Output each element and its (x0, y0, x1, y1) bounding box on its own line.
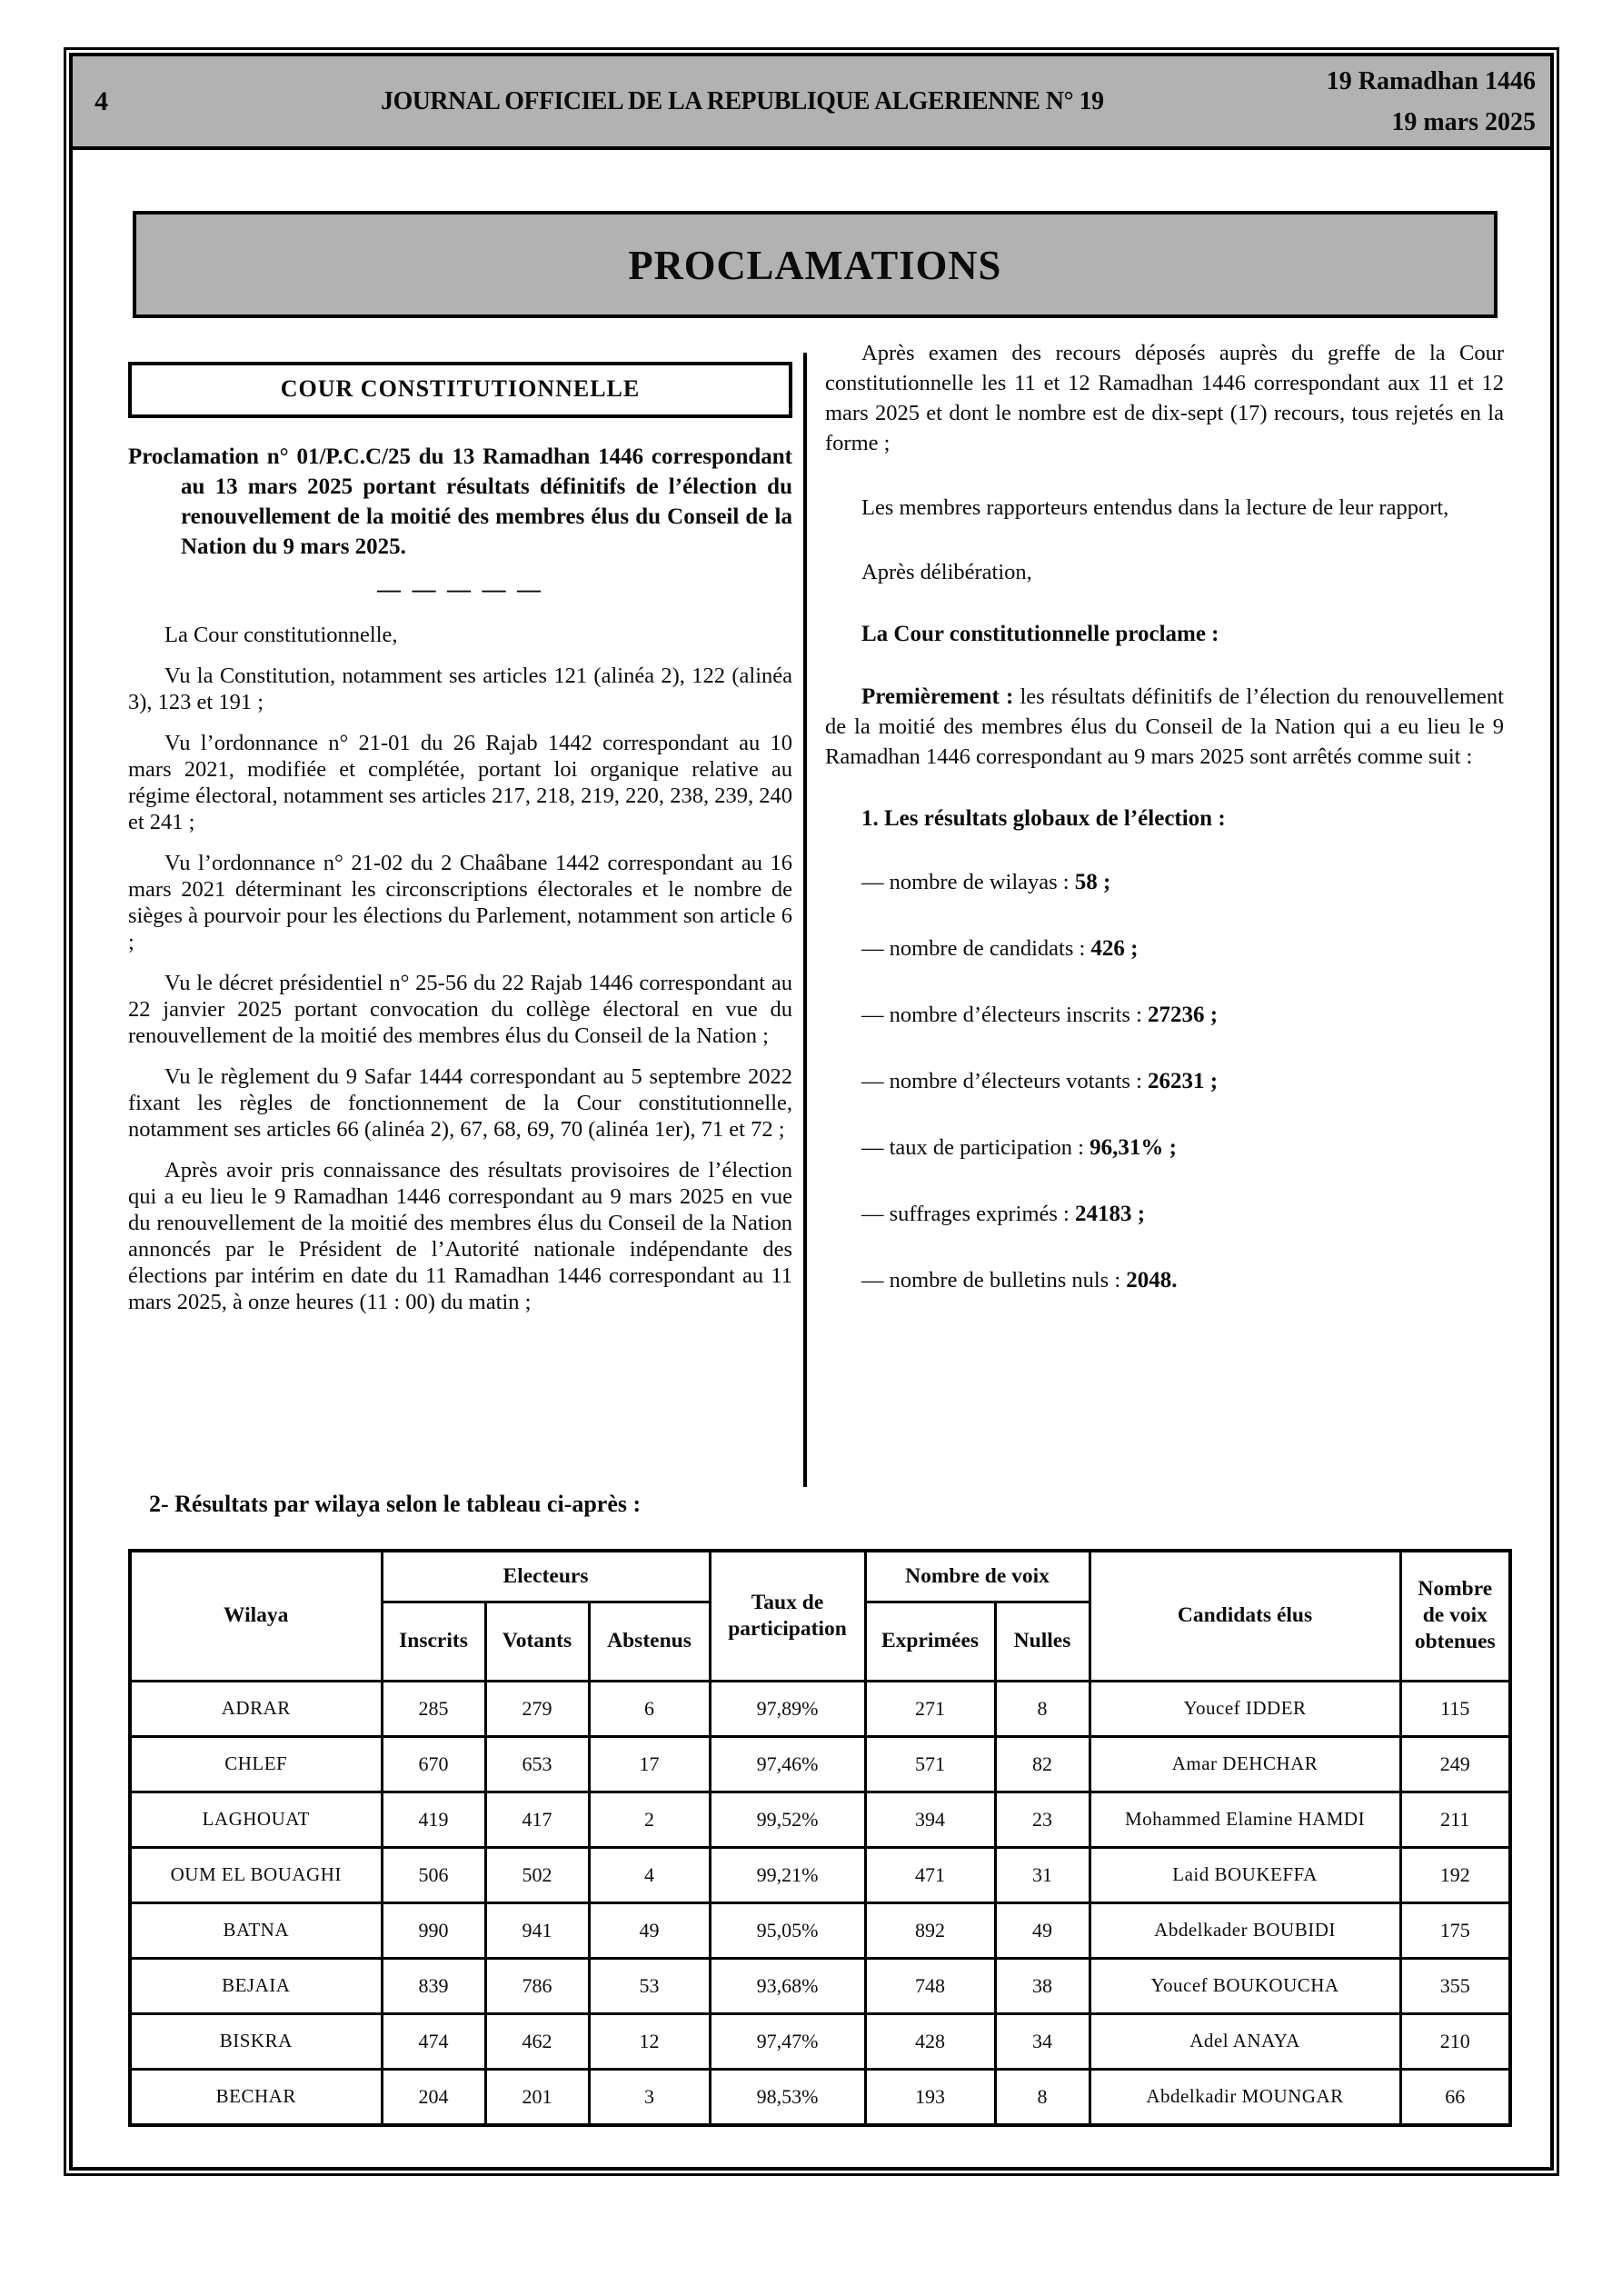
cell-exprimees: 193 (865, 2069, 995, 2125)
cell-candidat: Abdelkadir MOUNGAR (1090, 2069, 1400, 2125)
cell-abstenus: 49 (589, 1902, 710, 1958)
premierement-label: Premièrement : (861, 684, 1014, 709)
proclamations-banner (133, 211, 1498, 318)
cell-abstenus: 12 (589, 2013, 710, 2069)
cell-nulles: 82 (995, 1736, 1090, 1792)
col-header-taux: Taux de participation (710, 1551, 865, 1681)
col-header-candidats: Candidats élus (1090, 1551, 1400, 1681)
global-result-item: — nombre de bulletins nuls : 2048. (861, 1268, 1178, 1293)
cell-inscrits: 670 (382, 1736, 485, 1792)
banner-title: PROCLAMATIONS (628, 241, 1002, 288)
cell-inscrits: 839 (382, 1958, 485, 2013)
left-paragraph: La Cour constitutionnelle, (164, 623, 398, 647)
table-row (130, 1681, 1510, 1736)
cell-votants: 201 (485, 2069, 589, 2125)
cell-votants: 653 (485, 1736, 589, 1792)
cell-votants: 279 (485, 1681, 589, 1736)
masthead-bar (73, 56, 1550, 150)
cell-exprimees: 748 (865, 1958, 995, 2013)
left-column (128, 362, 792, 1330)
cell-taux: 93,68% (710, 1958, 865, 2013)
cell-taux: 95,05% (710, 1902, 865, 1958)
cell-votants: 462 (485, 2013, 589, 2069)
left-paragraph: Vu le décret présidentiel n° 25-56 du 22 Rajab 1446 correspondant au 22 janvier 2025 portant convocation du collège électoral en vue du renouvellement de la moitié des membres élus du Conseil de la Nation ; (128, 971, 792, 1048)
cell-votants: 502 (485, 1847, 589, 1902)
column-divider-rule (803, 353, 807, 1487)
cell-wilaya: BEJAIA (130, 1958, 382, 2013)
global-result-value: 58 ; (1074, 870, 1111, 894)
cell-voix-obtenues: 192 (1400, 1847, 1510, 1902)
cell-wilaya: BATNA (130, 1902, 382, 1958)
cell-abstenus: 3 (589, 2069, 710, 2125)
global-result-value: 2048. (1126, 1268, 1178, 1293)
cell-nulles: 23 (995, 1792, 1090, 1847)
cell-nulles: 38 (995, 1958, 1090, 2013)
issue-dates (1327, 61, 1536, 143)
cell-exprimees: 892 (865, 1902, 995, 1958)
cell-exprimees: 428 (865, 2013, 995, 2069)
table-row (130, 2069, 1510, 2125)
cell-voix-obtenues: 66 (1400, 2069, 1510, 2125)
proclamation-title: Proclamation n° 01/P.C.C/25 du 13 Ramadhan 1446 correspondant au 13 mars 2025 portant résultats définitifs de l’élection du renouvellement de la moitié des membres élus du Conseil de la Nation du 9 mars 2025. (128, 444, 792, 559)
cell-voix-obtenues: 115 (1400, 1681, 1510, 1736)
col-header-wilaya: Wilaya (130, 1551, 382, 1681)
global-result-value: 24183 ; (1074, 1202, 1146, 1226)
cell-inscrits: 474 (382, 2013, 485, 2069)
global-results-list (825, 870, 1504, 1293)
cell-inscrits: 419 (382, 1792, 485, 1847)
cell-inscrits: 285 (382, 1681, 485, 1736)
premierement-paragraph (825, 682, 1504, 772)
cell-wilaya: OUM EL BOUAGHI (130, 1847, 382, 1902)
cell-inscrits: 506 (382, 1847, 485, 1902)
table-row (130, 1736, 1510, 1792)
cell-abstenus: 2 (589, 1792, 710, 1847)
cell-abstenus: 17 (589, 1736, 710, 1792)
cell-nulles: 31 (995, 1847, 1090, 1902)
cell-taux: 97,89% (710, 1681, 865, 1736)
cell-voix-obtenues: 355 (1400, 1958, 1510, 2013)
cell-nulles: 34 (995, 2013, 1090, 2069)
section2-title: 2- Résultats par wilaya selon le tableau ci-après : (149, 1491, 642, 1517)
cell-wilaya: ADRAR (130, 1681, 382, 1736)
proclame-line: La Cour constitutionnelle proclame : (861, 622, 1219, 646)
left-paragraphs (128, 622, 792, 1315)
global-result-value: 426 ; (1090, 936, 1139, 961)
global-result-item: — suffrages exprimés : 24183 ; (861, 1202, 1146, 1226)
institution-box: COUR CONSTITUTIONNELLE (128, 362, 792, 418)
cell-wilaya: BECHAR (130, 2069, 382, 2125)
global-result-item: — nombre d’électeurs inscrits : 27236 ; (861, 1003, 1219, 1027)
left-paragraph: Après avoir pris connaissance des résultats provisoires de l’élection qui a eu lieu le 9 Ramadhan 1446 correspondant au 9 mars 2025 en vue du renouvellement de la moitié des membres élus du Conseil de la Nation annoncés par le Président de l’Autorité nationale indépendante des élections par intérim en date du 11 Ramadhan 1446 correspondant au 11 mars 2025, à onze heures (11 : 00) du matin ; (128, 1158, 792, 1314)
premierement-text: les résultats définitifs de l’élection du renouvellement de la moitié des membres élus du Conseil de la Nation qui a eu lieu le 9 Ramadhan 1446 correspondant au 9 mars 2025 sont arrêtés comme suit : (825, 684, 1504, 769)
left-paragraph: Vu le règlement du 9 Safar 1444 correspondant au 5 septembre 2022 fixant les règles de fonctionnement de la Cour constitutionnelle, notamment ses articles 66 (alinéa 2), 67, 68, 69, 70 (alinéa 1er), 71 et 72 ; (128, 1064, 792, 1142)
cell-voix-obtenues: 211 (1400, 1792, 1510, 1847)
col-header-voix-obtenues: Nombre de voix obtenues (1400, 1551, 1510, 1681)
cell-taux: 97,46% (710, 1736, 865, 1792)
right-column (825, 338, 1504, 1334)
col-group-electeurs: Electeurs (382, 1551, 710, 1602)
table-row (130, 1847, 1510, 1902)
right-paragraph: Les membres rapporteurs entendus dans la lecture de leur rapport, (861, 495, 1449, 520)
cell-abstenus: 53 (589, 1958, 710, 2013)
cell-voix-obtenues: 249 (1400, 1736, 1510, 1792)
global-result-item: — nombre d’électeurs votants : 26231 ; (861, 1069, 1219, 1093)
cell-candidat: Laid BOUKEFFA (1090, 1847, 1400, 1902)
col-header-nulles: Nulles (995, 1602, 1090, 1681)
col-header-votants: Votants (485, 1602, 589, 1681)
cell-votants: 786 (485, 1958, 589, 2013)
dash-separator: — — — — — (377, 576, 543, 603)
cell-inscrits: 990 (382, 1902, 485, 1958)
cell-wilaya: CHLEF (130, 1736, 382, 1792)
cell-voix-obtenues: 175 (1400, 1902, 1510, 1958)
cell-candidat: Mohammed Elamine HAMDI (1090, 1792, 1400, 1847)
table-row (130, 1958, 1510, 2013)
cell-taux: 98,53% (710, 2069, 865, 2125)
cell-exprimees: 271 (865, 1681, 995, 1736)
col-header-inscrits: Inscrits (382, 1602, 485, 1681)
cell-nulles: 8 (995, 2069, 1090, 2125)
cell-inscrits: 204 (382, 2069, 485, 2125)
col-header-exprimees: Exprimées (865, 1602, 995, 1681)
cell-exprimees: 571 (865, 1736, 995, 1792)
cell-candidat: Youcef IDDER (1090, 1681, 1400, 1736)
right-paragraph: Après examen des recours déposés auprès du greffe de la Cour constitutionnelle les 11 et 12 Ramadhan 1446 correspondant aux 11 et 12 mars 2025 et dont le nombre est de dix-sept (17) recours, tous rejetés en la forme ; (825, 341, 1504, 455)
right-paragraph: Après délibération, (861, 560, 1032, 584)
cell-nulles: 8 (995, 1681, 1090, 1736)
cell-wilaya: BISKRA (130, 2013, 382, 2069)
section1-title: 1. Les résultats globaux de l’élection : (861, 806, 1226, 831)
global-result-item: — taux de participation : 96,31% ; (861, 1135, 1177, 1160)
global-result-item: — nombre de candidats : 426 ; (861, 936, 1139, 961)
table-row (130, 1792, 1510, 1847)
cell-abstenus: 6 (589, 1681, 710, 1736)
results-table (128, 1549, 1512, 2127)
global-result-value: 26231 ; (1148, 1069, 1219, 1093)
global-result-item: — nombre de wilayas : 58 ; (861, 870, 1111, 894)
left-paragraph: Vu l’ordonnance n° 21-01 du 26 Rajab 1442 correspondant au 10 mars 2021, modifiée et complétée, portant loi organique relative au régime électoral, notamment ses articles 217, 218, 219, 220, 238, 239, 240 et 241 ; (128, 731, 792, 834)
global-result-value: 96,31% ; (1090, 1135, 1177, 1160)
cell-taux: 97,47% (710, 2013, 865, 2069)
date-gregorian: 19 mars 2025 (1391, 107, 1536, 136)
cell-exprimees: 471 (865, 1847, 995, 1902)
cell-voix-obtenues: 210 (1400, 2013, 1510, 2069)
cell-nulles: 49 (995, 1902, 1090, 1958)
left-paragraph: Vu l’ordonnance n° 21-02 du 2 Chaâbane 1442 correspondant au 16 mars 2021 déterminant les circonscriptions électorales et le nombre de sièges à pourvoir pour les élections du Parlement, notamment son article 6 ; (128, 851, 792, 954)
cell-exprimees: 394 (865, 1792, 995, 1847)
page-number: 4 (95, 85, 108, 116)
cell-taux: 99,21% (710, 1847, 865, 1902)
cell-candidat: Amar DEHCHAR (1090, 1736, 1400, 1792)
cell-wilaya: LAGHOUAT (130, 1792, 382, 1847)
left-paragraph: Vu la Constitution, notamment ses articles 121 (alinéa 2), 122 (alinéa 3), 123 et 191 ; (128, 664, 792, 714)
col-header-abstenus: Abstenus (589, 1602, 710, 1681)
table-row (130, 1902, 1510, 1958)
results-table-wrapper (128, 1549, 1512, 2127)
col-group-voix: Nombre de voix (865, 1551, 1090, 1602)
cell-votants: 941 (485, 1902, 589, 1958)
cell-candidat: Adel ANAYA (1090, 2013, 1400, 2069)
journal-title: JOURNAL OFFICIEL DE LA REPUBLIQUE ALGERIENNE N° 19 (381, 86, 1104, 115)
cell-abstenus: 4 (589, 1847, 710, 1902)
cell-taux: 99,52% (710, 1792, 865, 1847)
cell-candidat: Youcef BOUKOUCHA (1090, 1958, 1400, 2013)
cell-votants: 417 (485, 1792, 589, 1847)
cell-candidat: Abdelkader BOUBIDI (1090, 1902, 1400, 1958)
right-paragraphs (825, 338, 1504, 587)
date-hijri: 19 Ramadhan 1446 (1326, 66, 1536, 95)
table-row (130, 2013, 1510, 2069)
global-result-value: 27236 ; (1148, 1003, 1219, 1027)
